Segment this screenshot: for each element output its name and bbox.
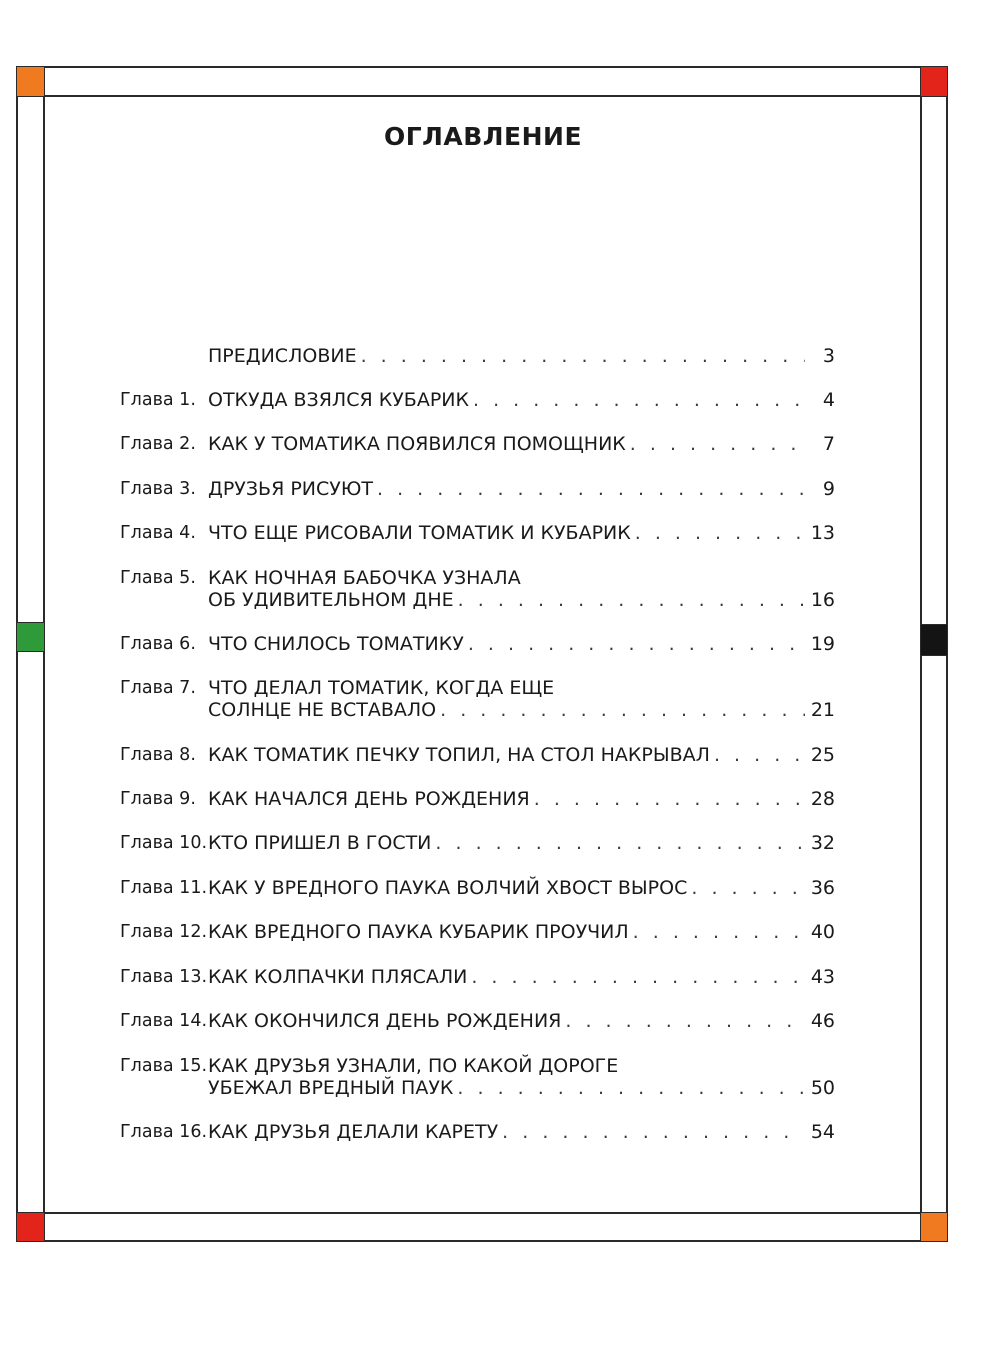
toc-chapter-number: Глава 16. [120,1122,208,1142]
toc-dot-leader [714,744,805,766]
toc-title: КАК ДРУЗЬЯ ДЕЛАЛИ КАРЕТУ [208,1121,499,1143]
toc-dot-leader [534,788,805,810]
toc-chapter-number: Глава 9. [120,789,196,809]
toc-entry [120,567,835,611]
corner-square-bottom-right [920,1212,948,1242]
page-title: ОГЛАВЛЕНИЕ [383,122,583,151]
toc-page-number: 16 [810,589,835,611]
toc-dot-leader [630,433,805,455]
toc-chapter-number: Глава 12. [120,922,208,942]
toc-entry [120,633,835,655]
toc-chapter-number: Глава 2. [120,434,196,454]
corner-square-bottom-left [16,1212,45,1242]
toc-dot-leader [635,522,805,544]
toc-title: КАК ТОМАТИК ПЕЧКУ ТОПИЛ, НА СТОЛ НАКРЫВАЛ [208,744,710,766]
side-square-right-black [920,624,948,656]
toc-title-line: ЧТО ДЕЛАЛ ТОМАТИК, КОГДА ЕЩЕ [208,677,555,699]
toc-entry [120,1010,835,1032]
toc-dot-leader [435,832,805,854]
toc-entry [120,744,835,766]
toc-dot-leader [458,589,805,611]
toc-chapter-number: Глава 13. [120,967,208,987]
toc-chapter-number: Глава 7. [120,678,196,698]
toc-title: КАК ВРЕДНОГО ПАУКА КУБАРИК ПРОУЧИЛ [208,921,629,943]
toc-page-number: 13 [810,522,835,544]
toc-chapter-number: Глава 4. [120,523,196,543]
toc-entry [120,788,835,810]
toc-chapter-number: Глава 8. [120,745,196,765]
toc-chapter-number: Глава 1. [120,390,196,410]
toc-title: КТО ПРИШЕЛ В ГОСТИ [208,832,432,854]
toc-page-number: 32 [810,832,835,854]
toc-title: ОБ УДИВИТЕЛЬНОМ ДНЕ [208,589,454,611]
toc-entry [120,921,835,943]
toc-chapter-number: Глава 3. [120,479,196,499]
toc-title: КАК У ТОМАТИКА ПОЯВИЛСЯ ПОМОЩНИК [208,433,626,455]
toc-title: УБЕЖАЛ ВРЕДНЫЙ ПАУК [208,1077,454,1099]
toc-entry [120,433,835,455]
toc-dot-leader [377,478,805,500]
frame-bottom-rule-inner [16,1240,948,1242]
toc-chapter-number: Глава 15. [120,1056,208,1076]
toc-entry [120,389,835,411]
toc-dot-leader [361,345,805,367]
toc-page-number: 19 [810,633,835,655]
toc-page-number: 40 [810,921,835,943]
toc-title: КАК ОКОНЧИЛСЯ ДЕНЬ РОЖДЕНИЯ [208,1010,562,1032]
toc-dot-leader [633,921,805,943]
toc-title: ЧТО ЕЩЕ РИСОВАЛИ ТОМАТИК И КУБАРИК [208,522,631,544]
toc-title-line: КАК НОЧНАЯ БАБОЧКА УЗНАЛА [208,567,521,589]
toc-entry [120,478,835,500]
frame-left-rule-inner [43,66,45,1242]
frame-top-rule-outer [16,66,948,68]
toc-page-number: 36 [810,877,835,899]
toc-chapter-number: Глава 11. [120,878,208,898]
toc-page-number: 54 [810,1121,835,1143]
toc-title: ДРУЗЬЯ РИСУЮТ [208,478,373,500]
toc-title: ПРЕДИСЛОВИЕ [208,345,357,367]
toc-entry [120,966,835,988]
toc-dot-leader [468,633,805,655]
toc-page-number: 25 [810,744,835,766]
toc-chapter-number: Глава 10. [120,833,208,853]
toc-entry [120,1121,835,1143]
toc-entry [120,877,835,899]
toc-entry [120,832,835,854]
toc-chapter-number: Глава 6. [120,634,196,654]
toc-title: ЧТО СНИЛОСЬ ТОМАТИКУ [208,633,464,655]
toc-chapter-number: Глава 14. [120,1011,208,1031]
toc-page-number: 46 [810,1010,835,1032]
toc-page-number: 9 [822,478,835,500]
toc-dot-leader [565,1010,805,1032]
toc-page-number: 43 [810,966,835,988]
toc-dot-leader [457,1077,805,1099]
corner-square-top-right [920,66,948,97]
toc-page-number: 28 [810,788,835,810]
toc-title: СОЛНЦЕ НЕ ВСТАВАЛО [208,699,437,721]
toc-dot-leader [473,389,805,411]
toc-entry [120,677,835,721]
toc-page-number: 21 [810,699,835,721]
toc-title: ОТКУДА ВЗЯЛСЯ КУБАРИК [208,389,469,411]
toc-dot-leader [471,966,805,988]
toc-entry [120,345,835,367]
frame-top-rule-inner [16,95,948,97]
toc-dot-leader [691,877,805,899]
frame-bottom-rule-outer [16,1212,948,1214]
toc-title-line: КАК ДРУЗЬЯ УЗНАЛИ, ПО КАКОЙ ДОРОГЕ [208,1055,619,1077]
toc-entry [120,522,835,544]
toc-dot-leader [440,699,805,721]
toc-page-number: 7 [822,433,835,455]
toc-title: КАК КОЛПАЧКИ ПЛЯСАЛИ [208,966,468,988]
toc-page-number: 4 [822,389,835,411]
frame-left-rule-outer [16,66,18,1242]
toc-dot-leader [502,1121,805,1143]
toc-page-number: 50 [810,1077,835,1099]
toc-page-number: 3 [822,345,835,367]
corner-square-top-left [16,66,45,97]
toc-entry [120,1055,835,1099]
toc-title: КАК НАЧАЛСЯ ДЕНЬ РОЖДЕНИЯ [208,788,530,810]
toc-chapter-number: Глава 5. [120,568,196,588]
toc-title: КАК У ВРЕДНОГО ПАУКА ВОЛЧИЙ ХВОСТ ВЫРОС [208,877,688,899]
side-square-left-green [16,622,45,652]
